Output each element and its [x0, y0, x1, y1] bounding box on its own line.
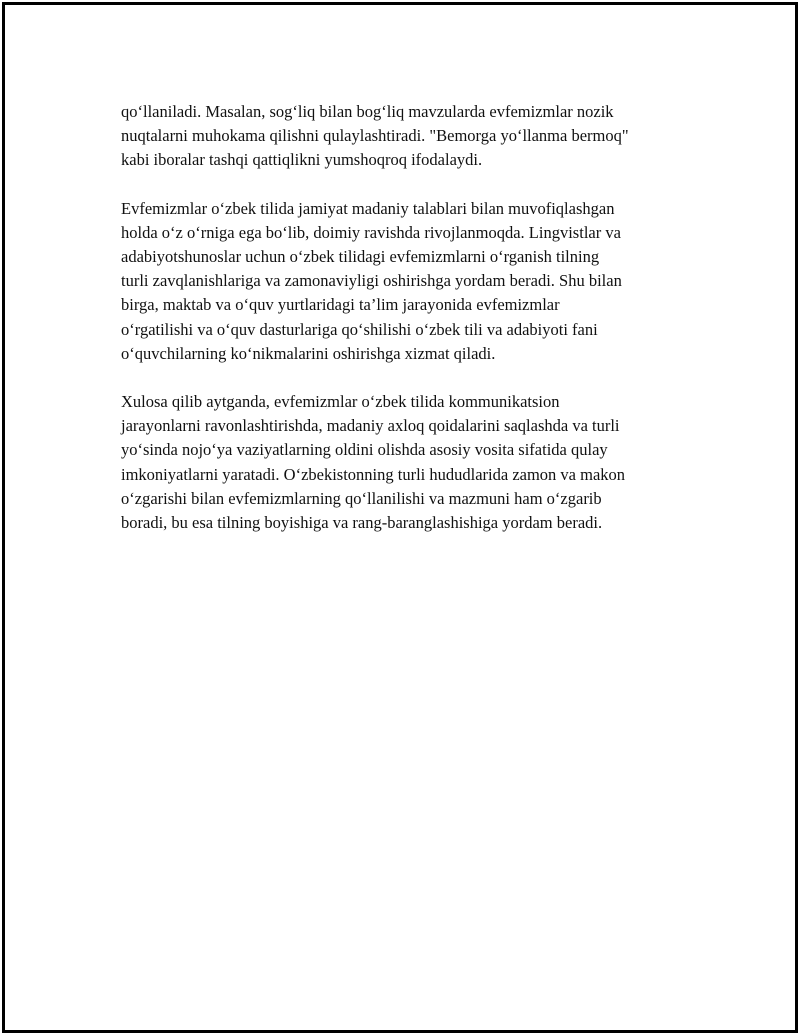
text-line: kabi iboralar tashqi qattiqlikni yumshoqroq ifodalaydi. — [121, 150, 483, 170]
paragraph-2 — [121, 197, 701, 366]
text-line: holda o‘z o‘rniga ega bo‘lib, doimiy ravishda rivojlanmoqda. Lingvistlar va — [121, 222, 621, 242]
text-line: Evfemizmlar o‘zbek tilida jamiyat madaniy talablari bilan muvofiqlashgan — [121, 198, 615, 218]
text-line: nuqtalarni muhokama qilishni qulaylashtiradi. "Bemorga yo‘llanma bermoq" — [121, 126, 629, 146]
text-line: Xulosa qilib aytganda, evfemizmlar o‘zbek tilida kommunikatsion — [121, 392, 560, 412]
document-body — [121, 100, 701, 559]
text-line: imkoniyatlarni yaratadi. O‘zbekistonning turli hududlarida zamon va makon — [121, 464, 626, 484]
text-line: birga, maktab va o‘quv yurtlaridagi ta’lim jarayonida evfemizmlar — [121, 295, 560, 315]
text-line: turli zavqlanishlariga va zamonaviyligi oshirishga yordam beradi. Shu bilan — [121, 271, 622, 291]
paragraph-1 — [121, 100, 701, 173]
text-line: boradi, bu esa tilning boyishiga va rang-baranglashishiga yordam beradi. — [121, 513, 603, 533]
text-line: o‘rgatilishi va o‘quv dasturlariga qo‘shilishi o‘zbek tili va adabiyoti fani — [121, 319, 598, 339]
text-line: o‘quvchilarning ko‘nikmalarini oshirishga xizmat qiladi. — [121, 343, 496, 363]
text-line: adabiyotshunoslar uchun o‘zbek tilidagi evfemizmlarni o‘rganish tilning — [121, 247, 600, 267]
paragraph-3 — [121, 390, 701, 535]
text-line: yo‘sinda nojo‘ya vaziyatlarning oldini olishda asosiy vosita sifatida qulay — [121, 440, 608, 460]
text-line: o‘zgarishi bilan evfemizmlarning qo‘llanilishi va mazmuni ham o‘zgarib — [121, 488, 602, 508]
text-line: jarayonlarni ravonlashtirishda, madaniy axloq qoidalarini saqlashda va turli — [121, 416, 620, 436]
text-line: qo‘llaniladi. Masalan, sog‘liq bilan bog‘liq mavzularda evfemizmlar nozik — [121, 102, 614, 121]
page-frame — [2, 2, 798, 1033]
